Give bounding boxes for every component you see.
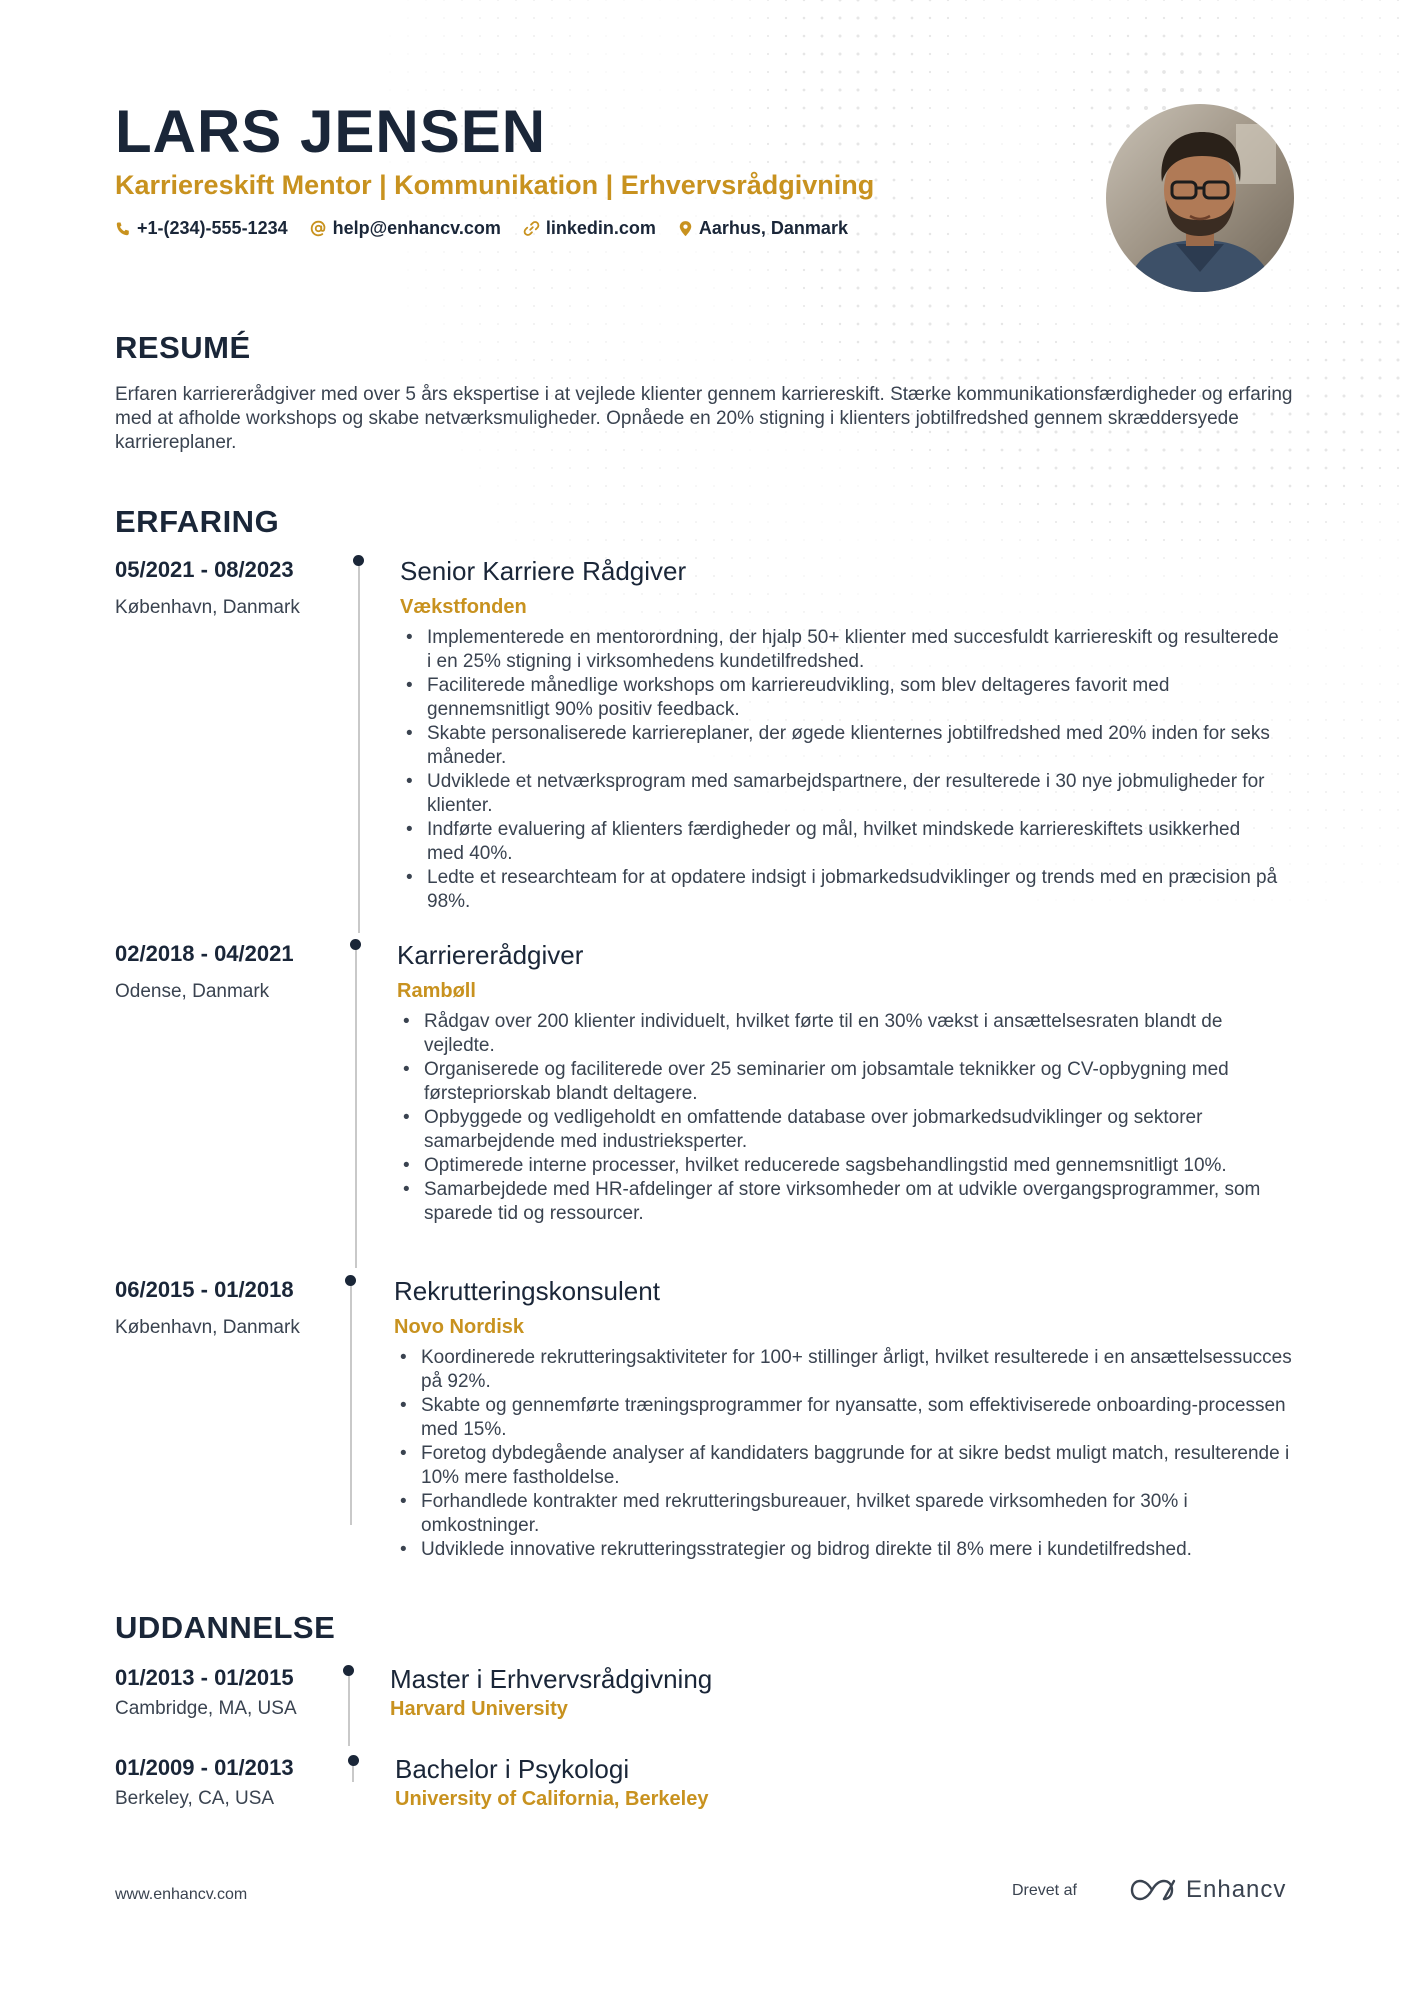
education-school: University of California, Berkeley xyxy=(395,1788,709,1810)
list-item: • Opbyggede og vedligeholdt en omfattende database over jobmarkedsudviklinger og sektorer samarbejdende med industrieksperter. xyxy=(397,1106,1297,1154)
timeline-dot xyxy=(348,1755,359,1766)
timeline-dot xyxy=(350,939,361,950)
experience-title: ERFARING xyxy=(115,504,280,539)
infinity-logo-icon xyxy=(1130,1877,1178,1903)
job-bullets xyxy=(394,1346,1294,1562)
list-item: • Koordinerede rekrutteringsaktiviteter for 100+ stillinger årligt, hvilket resulterede i en ansættelsessucces på 92%. xyxy=(394,1346,1294,1394)
job-location: København, Danmark xyxy=(115,597,300,618)
education-dates: 01/2009 - 01/2013 xyxy=(115,1755,294,1780)
list-item: • Faciliterede månedlige workshops om karriereudvikling, som blev deltageres favorit med gennemsnitligt 90% positiv feedback. xyxy=(400,674,1280,722)
contact-email[interactable] xyxy=(310,218,501,239)
phone-icon xyxy=(115,221,131,237)
list-item: • Skabte og gennemførte træningsprogrammer for nyansatte, som effektiviserede onboarding-processen med 15%. xyxy=(394,1394,1294,1442)
list-item: • Optimerede interne processer, hvilket reducerede sagsbehandlingstid med gennemsnitligt 10%. xyxy=(397,1154,1297,1178)
contact-email-text: help@enhancv.com xyxy=(332,218,501,238)
education-dates: 01/2013 - 01/2015 xyxy=(115,1665,294,1690)
summary-text: Erfaren karriererådgiver med over 5 års ekspertise i at vejlede klienter gennem karriereskift. Stærke kommunikationsfærdigheder og erfaring med at afholde workshops og skabe netværksmuligheder. Opnåede en 20% stigning i klienters jobtilfredshed gennem skræddersyede karriereplaner. xyxy=(115,384,1293,453)
list-item: • Ledte et researchteam for at opdatere indsigt i jobmarkedsudviklinger og trends med en præcision på 98%. xyxy=(400,866,1280,914)
contact-bar xyxy=(115,218,870,239)
job-dates: 05/2021 - 08/2023 xyxy=(115,557,294,582)
list-item: • Samarbejdede med HR-afdelinger af store virksomheder om at udvikle overgangsprogrammer, som sparede tid og ressourcer. xyxy=(397,1178,1297,1226)
timeline-line xyxy=(350,1282,352,1525)
contact-linkedin[interactable] xyxy=(523,218,656,239)
education-location: Berkeley, CA, USA xyxy=(115,1788,275,1809)
job-title: Karriererådgiver xyxy=(397,940,584,970)
summary-title: RESUMÉ xyxy=(115,330,251,365)
timeline-dot xyxy=(343,1665,354,1676)
education-title: UDDANNELSE xyxy=(115,1610,336,1645)
list-item: • Foretog dybdegående analyser af kandidaters baggrunde for at sikre bedst muligt match, resulterende i 10% mere fastholdelse. xyxy=(394,1442,1294,1490)
job-bullets xyxy=(397,1010,1297,1226)
job-dates: 06/2015 - 01/2018 xyxy=(115,1277,294,1302)
contact-location xyxy=(678,218,848,239)
link-icon xyxy=(523,220,540,237)
timeline-line xyxy=(348,1672,350,1746)
job-company: Novo Nordisk xyxy=(394,1316,525,1338)
job-location: Odense, Danmark xyxy=(115,981,270,1002)
contact-phone-text: +1-(234)-555-1234 xyxy=(137,218,288,238)
education-school: Harvard University xyxy=(390,1698,568,1720)
location-pin-icon xyxy=(678,220,693,237)
job-title: Rekrutteringskonsulent xyxy=(394,1276,660,1306)
contact-location-text: Aarhus, Danmark xyxy=(698,218,848,238)
profile-photo xyxy=(1106,104,1294,292)
brand-name: Enhancv xyxy=(1186,1876,1287,1903)
education-location: Cambridge, MA, USA xyxy=(115,1698,297,1719)
list-item: • Rådgav over 200 klienter individuelt, hvilket førte til en 30% vækst i ansættelsesraten blandt de vejledte. xyxy=(397,1010,1297,1058)
candidate-name: LARS JENSEN xyxy=(115,98,547,165)
education-degree: Master i Erhvervsrådgivning xyxy=(390,1664,713,1694)
job-location: København, Danmark xyxy=(115,1317,300,1338)
list-item: • Organiserede og faciliterede over 25 seminarier om jobsamtale teknikker og CV-opbygning med førstepriorskab blandt deltagere. xyxy=(397,1058,1297,1106)
list-item: • Udviklede innovative rekrutteringsstrategier og bidrog direkte til 8% mere i kundetilfredshed. xyxy=(394,1538,1294,1562)
job-title: Senior Karriere Rådgiver xyxy=(400,556,687,586)
footer-url[interactable]: www.enhancv.com xyxy=(115,1886,248,1903)
job-company: Vækstfonden xyxy=(400,596,527,618)
job-company: Rambøll xyxy=(397,980,476,1002)
timeline-dot xyxy=(345,1275,356,1286)
contact-phone[interactable] xyxy=(115,218,288,239)
enhancv-logo[interactable] xyxy=(1130,1876,1286,1904)
timeline-dot xyxy=(353,555,364,566)
list-item: • Skabte personaliserede karriereplaner, der øgede klienternes jobtilfredshed med 20% inden for seks måneder. xyxy=(400,722,1280,770)
list-item: • Indførte evaluering af klienters færdigheder og mål, hvilket mindskede karriereskiftets usikkerhed med 40%. xyxy=(400,818,1280,866)
candidate-headline: Karriereskift Mentor | Kommunikation | Erhvervsrådgivning xyxy=(115,170,875,200)
list-item: • Udviklede et netværksprogram med samarbejdspartnere, der resulterede i 30 nye jobmuligheder for klienter. xyxy=(400,770,1280,818)
timeline-line xyxy=(358,563,360,933)
timeline-line xyxy=(352,1764,354,1782)
powered-by-label: Drevet af xyxy=(1012,1882,1077,1899)
timeline-line xyxy=(355,946,357,1268)
education-degree: Bachelor i Psykologi xyxy=(395,1754,630,1784)
contact-linkedin-text: linkedin.com xyxy=(545,218,656,238)
job-dates: 02/2018 - 04/2021 xyxy=(115,941,294,966)
job-bullets xyxy=(400,626,1280,914)
list-item: • Forhandlede kontrakter med rekrutteringsbureauer, hvilket sparede virksomheden for 30% i omkostninger. xyxy=(394,1490,1294,1538)
at-icon xyxy=(310,220,327,237)
list-item: • Implementerede en mentorordning, der hjalp 50+ klienter med succesfuldt karriereskift og resulterede i en 25% stigning i virksomhedens kundetilfredshed. xyxy=(400,626,1280,674)
